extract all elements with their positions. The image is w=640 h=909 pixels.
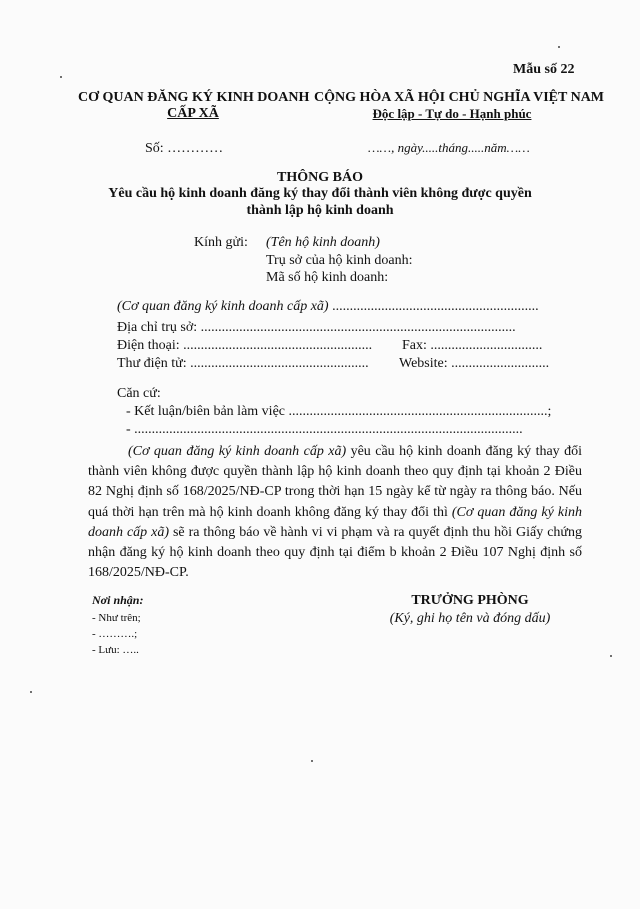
form-number: Mẫu số 22 [513, 62, 575, 77]
issuer-email: Thư điện tử: ................................................... [117, 356, 369, 371]
recipient-item-2: - ……….; [92, 628, 138, 640]
issuer-line: (Cơ quan đăng ký kinh doanh cấp xã) ........................................................... [117, 299, 539, 314]
basis-item-2: - ............................................................................................................... [126, 422, 523, 437]
signature-title: TRƯỞNG PHÒNG [411, 593, 529, 608]
document-number: Số: ………… [145, 141, 224, 156]
recipients-label: Nơi nhận: [92, 593, 144, 607]
notice-body: (Cơ quan đăng ký kinh doanh cấp xã) yêu cầu hộ kinh doanh đăng ký thay đổi thành viên không được quyền thành lập hộ kinh doanh theo quy định tại khoản 2 Điều 82 Nghị định số 168/2025/NĐ-CP trong thời hạn 15 ngày kể từ ngày ra thông báo. Nếu quá thời hạn trên mà hộ kinh doanh không đăng ký thay đổi thì (Cơ quan đăng ký kinh doanh cấp xã) sẽ ra thông báo về hành vi vi phạm và ra quyết định thu hồi Giấy chứng nhận đăng ký hộ kinh doanh theo quy định tại điểm b khoản 2 Điều 107 Nghị định số 168/2025/NĐ-CP. [88, 444, 583, 581]
agency-level: CẤP XÃ [167, 106, 219, 121]
scan-speck [610, 655, 612, 657]
notice-subtitle: Yêu cầu hộ kinh doanh đăng ký thay đổi thành viên không được quyền [108, 186, 532, 201]
recipient-label: Kính gửi: [194, 235, 248, 250]
notice-title: THÔNG BÁO [277, 170, 363, 185]
national-title: CỘNG HÒA XÃ HỘI CHỦ NGHĨA VIỆT NAM [314, 90, 605, 105]
basis-item: - Kết luận/biên bản làm việc ..........................................................................; [126, 404, 552, 419]
issuer-fax: Fax: ................................ [402, 338, 543, 353]
agency-reference-2: (Cơ quan đăng ký kinh doanh cấp xã) [88, 504, 582, 540]
scan-speck [30, 691, 32, 693]
agency-reference: (Cơ quan đăng ký kinh doanh cấp xã) [128, 444, 347, 459]
issuer-address: Địa chỉ trụ sở: .......................................................................................... [117, 320, 516, 335]
scan-speck [60, 76, 62, 78]
recipient-code: Mã số hộ kinh doanh: [266, 270, 389, 285]
national-motto: Độc lập - Tự do - Hạnh phúc [372, 106, 532, 121]
signature-note: (Ký, ghi họ tên và đóng dấu) [389, 611, 551, 626]
basis-label: Căn cứ: [117, 386, 161, 401]
recipient-item: - Như trên; [92, 612, 141, 624]
issuer-phone: Điện thoại: ...................................................... [117, 338, 373, 353]
date-line: ……, ngày.....tháng.....năm…… [368, 140, 530, 155]
issuer-website: Website: ............................ [399, 356, 550, 371]
notice-subtitle-2: thành lập hộ kinh doanh [246, 203, 394, 218]
scan-speck [558, 46, 560, 48]
recipient-name: (Tên hộ kinh doanh) [266, 235, 380, 250]
agency-name: CƠ QUAN ĐĂNG KÝ KINH DOANH [78, 90, 310, 105]
recipient-office: Trụ sở của hộ kinh doanh: [266, 253, 413, 268]
scan-speck [311, 760, 313, 762]
recipient-item-3: - Lưu: ….. [92, 644, 139, 656]
